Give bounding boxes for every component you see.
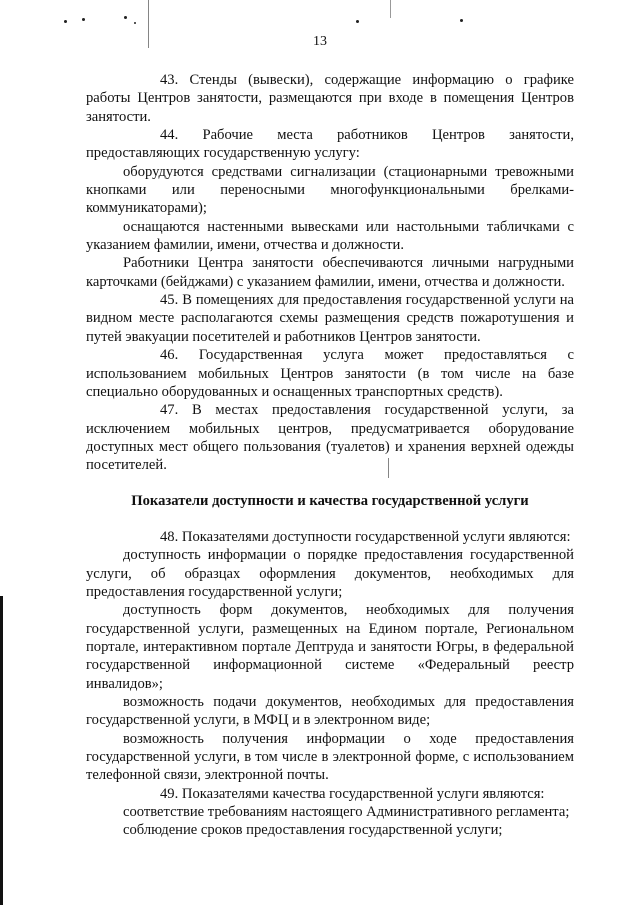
paragraph-text: Рабочие места работников Центров занятости, предоставляющих государственную услугу: xyxy=(86,127,575,162)
paragraph-text: доступность форм документов, необходимых для получения государственной услуги, размещенных на Едином портале, Региональном портале, интерактивном портале Дептруда и занятости Югры, в федеральной государственной информационной системе «Федеральный реестр инвалидов»; xyxy=(86,602,574,692)
paragraph xyxy=(86,601,574,693)
paragraph xyxy=(86,126,574,163)
paragraph-number: 49. xyxy=(160,785,179,802)
scan-speck xyxy=(356,20,359,23)
paragraph-text: соответствие требованиям настоящего Административного регламента; xyxy=(123,804,570,821)
paragraph-number: 45. xyxy=(160,292,179,309)
scan-speck xyxy=(64,20,67,23)
paragraph-text: возможность подачи документов, необходимых для предоставления государственной услуги, в МФЦ и в электронном виде; xyxy=(86,694,574,729)
paragraph-text: оснащаются настенными вывесками или настольными табличками с указанием фамилии, имени, отчества и должности. xyxy=(86,218,574,254)
paragraph xyxy=(86,401,574,474)
scan-speck xyxy=(460,19,463,22)
paragraph xyxy=(86,546,574,601)
paragraph xyxy=(86,254,574,291)
scan-fold-line xyxy=(148,0,149,48)
paragraph xyxy=(86,821,574,839)
paragraph-number: 46. xyxy=(160,347,179,364)
paragraph xyxy=(86,730,574,785)
paragraph-text: Стенды (вывески), содержащие информацию о графике работы Центров занятости, размещаются при входе в помещения Центров занятости. xyxy=(86,72,574,125)
paragraph xyxy=(86,163,574,218)
section-heading: Показатели доступности и качества государственной услуги xyxy=(131,492,529,509)
paragraph-number: 44. xyxy=(160,127,179,144)
scan-speck xyxy=(134,22,136,24)
paragraph xyxy=(86,346,574,401)
paragraph xyxy=(86,291,574,346)
paragraph-number: 43. xyxy=(160,72,179,88)
paragraph xyxy=(86,803,574,821)
paragraph-number: 48. xyxy=(160,528,179,545)
paragraph-number: 47. xyxy=(160,402,179,419)
scan-fold-line xyxy=(390,0,391,18)
scan-speck xyxy=(82,18,85,21)
paragraph-text: Показателями качества государственной услуги являются: xyxy=(181,785,545,802)
paragraph xyxy=(86,71,574,126)
paragraph xyxy=(86,693,574,730)
paragraph-text: Государственная услуга может предоставляться с использованием мобильных Центров занятости (в том числе на базе специально оборудованных и оснащенных транспортных средств). xyxy=(86,347,574,400)
paragraph-text: доступность информации о порядке предоставления государственной услуги, об образцах оформления документов, необходимых для предоставления государственной услуги; xyxy=(86,547,574,600)
paragraph-text: Показателями доступности государственной услуги являются: xyxy=(181,528,571,545)
paragraph xyxy=(86,218,574,255)
paragraph xyxy=(86,785,574,803)
paragraph-text: В местах предоставления государственной услуги, за исключением мобильных центров, предусматривается оборудование доступных мест общего пользования (туалетов) и хранения верхней одежды посетителей. xyxy=(86,402,574,474)
paragraph-text: оборудуются средствами сигнализации (стационарными тревожными кнопками или переносными многофункциональными брелками-коммуникаторами); xyxy=(86,163,574,217)
paragraph xyxy=(86,528,574,546)
paragraph-text: Работники Центра занятости обеспечиваются личными нагрудными карточками (бейджами) с указанием фамилии, имени, отчества и должности. xyxy=(86,255,574,290)
page-number: 13 xyxy=(313,34,327,49)
paragraph-text: соблюдение сроков предоставления государственной услуги; xyxy=(123,822,503,839)
paragraph-text: В помещениях для предоставления государственной услуги на видном месте располагаются схемы размещения средств пожаротушения и путей эвакуации посетителей и работников Центров занятости. xyxy=(86,292,575,345)
scan-speck xyxy=(124,16,127,19)
document-body xyxy=(86,71,574,840)
scan-edge-shadow xyxy=(0,596,3,905)
paragraph-text: возможность получения информации о ходе предоставления государственной услуги, в том числе в электронной форме, с использованием телефонной связи, электронной почты. xyxy=(86,730,574,784)
